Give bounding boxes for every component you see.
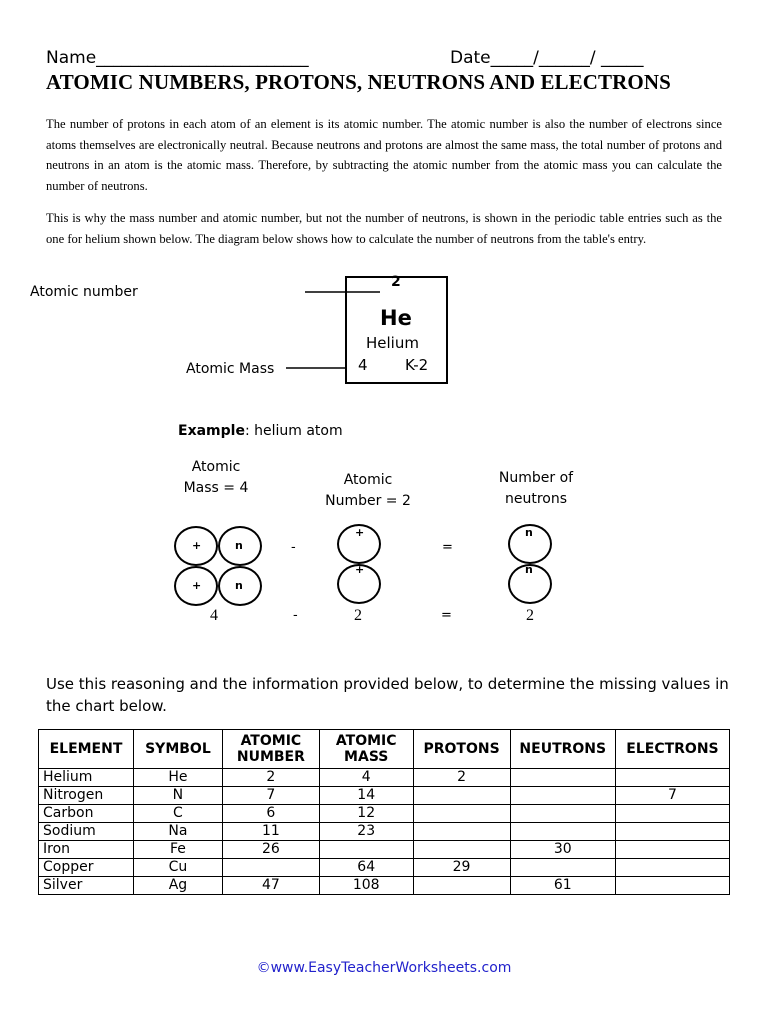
table-row [39,823,730,841]
neutrons-heading [476,468,596,510]
cell-atomic-mass[interactable] [319,841,413,859]
date-blanks[interactable]: _____/______/ _____ [490,48,644,68]
cell-element: Helium [39,769,134,787]
cell-electrons[interactable] [615,877,729,895]
cell-electrons[interactable] [615,859,729,877]
page-title: ATOMIC NUMBERS, PROTONS, NEUTRONS AND ELECTRONS [46,70,671,94]
cell-electrons[interactable] [615,823,729,841]
cell-symbol: Cu [133,859,222,877]
cell-electrons[interactable] [615,769,729,787]
cell-atomic-mass[interactable]: 64 [319,859,413,877]
cell-electrons[interactable]: 7 [615,787,729,805]
cell-atomic-number[interactable]: 26 [222,841,319,859]
table-row [39,859,730,877]
date-label: Date [450,48,491,68]
cell-neutrons[interactable] [510,805,615,823]
table-row [39,769,730,787]
result-equals: = [441,608,452,623]
cell-protons[interactable] [413,805,510,823]
neutron-symbol: n [525,563,533,576]
cell-neutrons[interactable]: 30 [510,841,615,859]
intro-paragraph: The number of protons in each atom of an element is its atomic number. The atomic number is also the number of electrons since atoms themselves are electronically neutral. Because neutrons and protons are almost the same mass, the total number of protons and neutrons in an atom is the atomic mass. Therefore, by subtracting the atomic number from the atomic mass you can calculate the number of neutrons. [46,117,722,193]
cell-element: Silver [39,877,134,895]
table-row [39,841,730,859]
example-label-rest: : helium atom [244,423,343,439]
column-header: NEUTRONS [510,730,615,769]
column-header: ATOMIC MASS [319,730,413,769]
proton-symbol: + [192,539,202,552]
cell-atomic-number[interactable]: 47 [222,877,319,895]
neutrons-heading-line2: neutrons [504,491,568,507]
equals-sign: = [442,540,453,555]
name-label: Name [46,48,97,68]
column-header: PROTONS [413,730,510,769]
cell-symbol: N [133,787,222,805]
footer-link[interactable]: ©www.EasyTeacherWorksheets.com [256,960,512,976]
number-heading-line1: Atomic [343,472,393,488]
proton-symbol: + [192,579,202,592]
neutron-symbol: n [235,539,243,552]
cell-symbol: Ag [133,877,222,895]
cell-protons[interactable] [413,877,510,895]
cell-symbol: C [133,805,222,823]
neutron-symbol: n [235,579,243,592]
cell-atomic-number[interactable] [222,859,319,877]
cell-neutrons[interactable]: 61 [510,877,615,895]
cell-atomic-number[interactable]: 6 [222,805,319,823]
mass-heading-line1: Atomic [191,459,241,475]
table-header-row [39,730,730,769]
cell-neutrons[interactable] [510,823,615,841]
cell-protons[interactable] [413,823,510,841]
result-number: 2 [354,607,362,624]
result-neutrons: 2 [526,607,534,624]
cell-element: Sodium [39,823,134,841]
table-row [39,805,730,823]
table-row [39,787,730,805]
cell-element: Copper [39,859,134,877]
element-number: 2 [391,274,401,290]
mass-heading-line2: Mass = 4 [183,480,249,496]
element-symbol: He [380,306,412,330]
instructions: Use this reasoning and the information provided below, to determine the missing values in the chart below. [46,675,729,715]
example-label-bold: Example [178,423,245,439]
number-heading [312,470,424,512]
cell-atomic-mass[interactable]: 108 [319,877,413,895]
cell-atomic-number[interactable]: 7 [222,787,319,805]
number-heading-line2: Number = 2 [325,493,411,509]
minus-sign: - [291,540,296,555]
proton-symbol: + [355,563,365,576]
result-minus: - [293,608,298,623]
column-header: ELEMENT [39,730,134,769]
atomic-mass-label: Atomic Mass [186,361,275,377]
cell-neutrons[interactable] [510,859,615,877]
cell-neutrons[interactable] [510,787,615,805]
cell-neutrons[interactable] [510,769,615,787]
cell-atomic-mass[interactable]: 4 [319,769,413,787]
result-mass: 4 [210,607,218,624]
name-blank[interactable]: _________________________ [96,48,309,68]
atomic-number-label: Atomic number [30,284,138,300]
cell-element: Carbon [39,805,134,823]
proton-symbol: + [355,526,365,539]
column-header: ELECTRONS [615,730,729,769]
cell-protons[interactable]: 29 [413,859,510,877]
mass-heading [160,457,272,499]
cell-atomic-mass[interactable]: 12 [319,805,413,823]
cell-electrons[interactable] [615,805,729,823]
cell-element: Iron [39,841,134,859]
cell-protons[interactable]: 2 [413,769,510,787]
cell-symbol: Na [133,823,222,841]
periodic-paragraph: This is why the mass number and atomic number, but not the number of neutrons, is shown in the periodic table entries such as the one for helium shown below. The diagram below shows how to calculate the number of neutrons from the table's entry. [46,211,722,246]
cell-symbol: Fe [133,841,222,859]
cell-element: Nitrogen [39,787,134,805]
element-table [38,729,730,895]
element-shell: K-2 [405,356,429,374]
cell-symbol: He [133,769,222,787]
element-name: Helium [366,334,419,352]
table-row [39,877,730,895]
cell-protons[interactable] [413,787,510,805]
cell-atomic-number[interactable]: 11 [222,823,319,841]
cell-electrons[interactable] [615,841,729,859]
column-header: ATOMIC NUMBER [222,730,319,769]
example-label [178,423,343,439]
cell-atomic-mass[interactable]: 23 [319,823,413,841]
cell-protons[interactable] [413,841,510,859]
neutrons-heading-line1: Number of [498,470,574,486]
cell-atomic-mass[interactable]: 14 [319,787,413,805]
neutron-symbol: n [525,526,533,539]
cell-atomic-number[interactable]: 2 [222,769,319,787]
element-mass: 4 [358,356,368,374]
column-header: SYMBOL [133,730,222,769]
